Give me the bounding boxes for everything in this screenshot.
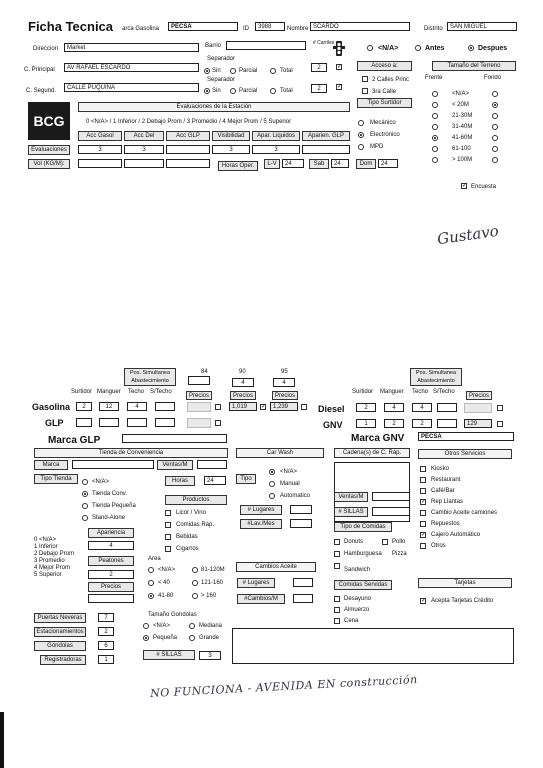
pizza-label: Pizza <box>392 551 407 557</box>
scale-item: 3 Promedio <box>34 558 65 564</box>
octane-84-label: 84 <box>201 369 208 375</box>
sep1-sin-label: Sin <box>212 68 221 74</box>
tipo-conv-label: Tienda Conv. <box>92 491 128 497</box>
scale-item: 1 Inferior <box>34 544 58 550</box>
gas-techo-field[interactable]: 4 <box>127 402 147 411</box>
surtidor-electronico-radio[interactable] <box>358 132 364 138</box>
dos-calles-check[interactable] <box>362 76 368 82</box>
cadena-sillas-field[interactable] <box>372 507 410 516</box>
cambios-lugares-field[interactable] <box>293 578 313 587</box>
producto-check[interactable] <box>165 522 171 528</box>
apar-liquidos-button[interactable]: Apar. Liquidos <box>252 131 300 141</box>
tam-grande-radio[interactable] <box>189 635 195 641</box>
distrito-field[interactable]: SAN MIGUEL <box>447 22 517 31</box>
cprincipal-field[interactable]: AV RAFAEL ESCARDO <box>64 63 199 72</box>
terreno-button[interactable]: Tamaño del Terreno <box>432 61 516 71</box>
carwash-manual-label: Manual <box>280 481 300 487</box>
donuts-check[interactable] <box>334 539 340 545</box>
area-gt160-label: > 160 <box>201 593 217 599</box>
producto-label: Licor / Vino <box>176 510 206 516</box>
productos-button[interactable]: Productos <box>165 495 227 505</box>
producto-label: Comidas Ráp. <box>176 522 215 528</box>
eval-visibilidad[interactable]: 3 <box>212 145 250 154</box>
tienda-header: Tienda de Conveniencia <box>34 448 228 458</box>
area-81-120-radio[interactable] <box>192 567 198 573</box>
cambios-mes-field[interactable] <box>293 594 313 603</box>
sandwich-label: Sandwich <box>344 567 371 573</box>
scale-item: 0 <N/A> <box>34 537 57 543</box>
diesel-stecho-header: S/Techo <box>433 389 455 395</box>
otros-check[interactable] <box>420 477 426 483</box>
carriles-2-check[interactable]: ✓ <box>337 84 343 90</box>
area-na-label: <N/A> <box>158 567 176 573</box>
horas-field[interactable]: 24 <box>204 476 226 485</box>
area-label: Area <box>148 556 161 562</box>
tercera-calle-check[interactable] <box>362 88 368 94</box>
sandwich-check[interactable] <box>334 563 340 569</box>
timing-antes-label: Antes <box>425 45 445 52</box>
scale-item: 4 Mejor Prom <box>34 565 71 571</box>
desayuno-check[interactable] <box>334 596 340 602</box>
glp-techo-field[interactable] <box>127 418 147 427</box>
area-41-80-radio[interactable] <box>148 593 154 599</box>
precios-diesel-button[interactable]: Precios <box>466 391 492 400</box>
fondo-radio[interactable] <box>492 135 498 141</box>
gondolas-button[interactable]: Gondolas <box>34 641 86 651</box>
gnv-surtidor-field[interactable]: 1 <box>356 419 376 428</box>
cambios-header: Cambios Aceite <box>236 562 316 572</box>
precios-gas-button-90[interactable]: Precios <box>230 391 256 400</box>
frente-radio[interactable] <box>432 91 438 97</box>
id-field[interactable]: 3988 <box>255 22 285 31</box>
direccion-label: Direccion <box>33 46 59 52</box>
diesel-stecho-field[interactable] <box>437 403 457 412</box>
otros-label: Cajero Automático <box>431 532 481 538</box>
terreno-size-label: 21-30M <box>452 113 473 119</box>
sep2-parcial-label: Parcial <box>239 88 258 94</box>
otros-label: Repuestos <box>431 521 460 527</box>
horas-oper-button[interactable]: Horas Oper. <box>218 161 258 171</box>
price-84-check[interactable] <box>215 404 221 410</box>
tam-grande-label: Grande <box>199 635 220 641</box>
tipo-standalone-radio[interactable] <box>82 515 88 521</box>
area-81-120-label: 81-120M <box>201 567 225 573</box>
sab-field[interactable]: 24 <box>331 159 349 168</box>
surtidor-mpd-radio[interactable] <box>358 144 364 150</box>
area-lt40-label: < 40 <box>158 580 170 586</box>
nombre-label: Nombre <box>287 26 309 32</box>
octane-84-box[interactable] <box>188 376 210 385</box>
diesel-price-check[interactable] <box>497 405 503 411</box>
area-121-160-radio[interactable] <box>192 580 198 586</box>
fondo-label: Fondo <box>484 75 502 81</box>
tipo-pequena-radio[interactable] <box>82 503 88 509</box>
desayuno-label: Desayuno <box>344 596 372 602</box>
puertas-button[interactable]: Puertas Neveras <box>34 613 86 623</box>
price-95-check[interactable] <box>301 404 307 410</box>
sep1-parcial-label: Parcial <box>239 68 258 74</box>
tipo-comidas-button[interactable]: Tipo de Comidas <box>334 522 392 532</box>
area-na-radio[interactable] <box>148 567 154 573</box>
carwash-header: Car Wash <box>236 448 324 458</box>
acc-glp-button[interactable]: Acc GLP <box>166 131 210 141</box>
carriles-1-check[interactable]: ✓ <box>337 64 343 70</box>
producto-label: Cigarros <box>176 546 199 552</box>
otros-label: Restaurant <box>431 477 461 483</box>
otros-label: Kiosko <box>431 466 450 472</box>
carwash-tipo-button[interactable]: Tipo <box>236 474 256 484</box>
octane-95-label: 95 <box>281 369 288 375</box>
gas-manguer-header: Manguer <box>97 389 121 395</box>
pos-simultanea-diesel-button[interactable]: Pos. Simultanea Abastecimiento <box>410 368 462 386</box>
horas-button[interactable]: Horas <box>165 476 195 486</box>
octane-90-label: 90 <box>239 369 246 375</box>
area-lt40-radio[interactable] <box>148 580 154 586</box>
timing-antes-radio[interactable] <box>415 45 421 51</box>
area-gt160-radio[interactable] <box>192 593 198 599</box>
glp-label: GLP <box>45 418 64 428</box>
otros-check[interactable] <box>420 521 426 527</box>
marca-gasolina-field[interactable]: PECSA <box>168 22 238 31</box>
peatones-button[interactable]: Peatones <box>88 556 134 566</box>
price-90-field[interactable]: 1,019 <box>229 402 257 411</box>
acceso-button[interactable]: Acceso a: <box>357 61 412 71</box>
diesel-techo-field[interactable]: 4 <box>412 403 432 412</box>
surtidor-mecanico-label: Mecánico <box>370 120 396 126</box>
diesel-price-field[interactable] <box>464 403 492 413</box>
otros-check[interactable] <box>420 488 426 494</box>
tarjetas-header: Tarjetas <box>418 578 512 588</box>
terreno-size-label: <N/A> <box>452 91 470 97</box>
pollo-label: Pollo <box>392 539 406 545</box>
scale-item: 5 Superior <box>34 572 62 578</box>
cadena-ventas-field[interactable] <box>372 492 410 501</box>
producto-check[interactable] <box>165 534 171 540</box>
tam-mediana-label: Mediana <box>199 623 223 629</box>
tienda-marca-field[interactable] <box>72 460 154 469</box>
surtidor-mecanico-radio[interactable] <box>358 120 364 126</box>
timing-despues-radio[interactable] <box>468 45 474 51</box>
carwash-na-radio[interactable] <box>269 469 275 475</box>
precios-tienda-field[interactable] <box>88 594 134 603</box>
separador-label-2: Separador <box>207 77 236 83</box>
sep1-total-radio[interactable] <box>270 68 276 74</box>
bcg-logo: BCG <box>28 102 70 140</box>
timing-na-radio[interactable] <box>367 45 373 51</box>
carriles-label: # Carriles <box>313 40 335 46</box>
surtidor-mpd-label: MPD <box>370 144 384 150</box>
terreno-size-label: > 100M <box>452 157 473 163</box>
glp-manguer-field[interactable] <box>99 418 119 427</box>
price-84-field[interactable] <box>187 402 211 412</box>
price-95-field[interactable]: 1,239 <box>270 402 298 411</box>
lv-button[interactable]: L-V <box>264 159 280 169</box>
distrito-label: Distrito <box>424 26 443 32</box>
handwritten-name: Gustavo <box>436 221 500 249</box>
carwash-lugares-field[interactable] <box>290 505 312 514</box>
frente-radio[interactable] <box>432 157 438 163</box>
tipo-conv-radio[interactable] <box>82 491 88 497</box>
vol-field-3[interactable] <box>166 159 210 168</box>
sep2-parcial-radio[interactable] <box>230 88 236 94</box>
diesel-techo-header: Techo <box>412 389 429 395</box>
cadena-header: Cadena(s) de C. Ráp. <box>334 448 410 458</box>
tam-na-label: <N/A> <box>153 623 171 629</box>
sep1-sin-radio[interactable] <box>204 68 210 74</box>
gasolina-label: Gasolina <box>32 402 71 412</box>
otros-check[interactable] <box>420 466 426 472</box>
marca-gnv-field[interactable]: PECSA <box>418 432 514 441</box>
sab-button[interactable]: Sab <box>309 159 329 169</box>
page-title: Ficha Tecnica <box>28 19 114 34</box>
carwash-lav-field[interactable] <box>290 519 312 528</box>
peatones-field[interactable]: 2 <box>88 570 134 579</box>
tipo-surtidor-button[interactable]: Tipo Surtidor <box>357 98 412 108</box>
carwash-auto-label: Automatico <box>280 493 311 499</box>
id-label: ID <box>243 26 249 32</box>
handwritten-note: NO FUNCIONA - AVENIDA EN construcción <box>149 673 418 700</box>
tercera-calle-label: 3ra Calle <box>372 89 397 95</box>
hamburguesa-label: Hamburguesa <box>344 551 382 557</box>
carwash-auto-radio[interactable] <box>269 493 275 499</box>
tipo-pequena-label: Tienda Pequeña <box>92 503 136 509</box>
csegund-field[interactable]: CALLE PUQUINA <box>64 83 199 92</box>
scale-item: 2 Debajo Prom <box>34 551 75 557</box>
carwash-manual-radio[interactable] <box>269 481 275 487</box>
barrio-label: Barrio <box>205 43 222 49</box>
glp-price-field[interactable] <box>187 418 211 428</box>
terreno-size-label: 41-60M <box>452 135 473 141</box>
frente-radio[interactable] <box>432 135 438 141</box>
acc-del-button[interactable]: Acc Del <box>124 131 164 141</box>
apariencia-field[interactable]: 4 <box>88 541 134 550</box>
price-90-check[interactable]: ✓ <box>261 404 267 410</box>
regis-field[interactable]: 1 <box>98 655 114 664</box>
otros-header: Otros Servicios <box>418 449 512 459</box>
sep1-parcial-radio[interactable] <box>230 68 236 74</box>
precios-tienda-button[interactable]: Precios <box>88 582 134 592</box>
frente-radio[interactable] <box>432 113 438 119</box>
diesel-manguer-field[interactable]: 4 <box>384 403 404 412</box>
acepta-tarjetas-label: Acepta Tarjetas Crédito <box>431 598 494 604</box>
terreno-size-label: < 20M <box>452 102 469 108</box>
timing-na-label: <N/A> <box>378 45 399 52</box>
gnv-manguer-field[interactable]: 2 <box>384 419 404 428</box>
gnv-price-check[interactable] <box>497 421 503 427</box>
area-121-160-label: 121-160 <box>201 580 224 586</box>
acepta-tarjetas-check[interactable]: ✓ <box>421 598 427 604</box>
tam-mediana-radio[interactable] <box>189 623 195 629</box>
glp-price-check[interactable] <box>215 420 221 426</box>
puertas-field[interactable]: 7 <box>98 613 114 622</box>
tienda-ventas-button[interactable]: Ventas/M <box>157 460 193 470</box>
cambios-lugares-button[interactable]: # Lugares <box>237 578 275 588</box>
hamburguesa-check[interactable] <box>334 551 340 557</box>
frente-radio[interactable] <box>432 102 438 108</box>
fondo-radio[interactable] <box>492 102 498 108</box>
dos-calles-label: 2 Calles Princ <box>372 77 410 83</box>
otros-check[interactable]: ✓ <box>421 532 427 538</box>
aparien-glp-button[interactable]: Aparien. GLP <box>302 131 350 141</box>
vol-field-2[interactable] <box>124 159 164 168</box>
sep1-total-label: Total <box>280 68 293 74</box>
comidas-servidas-button[interactable]: Comidas Servidas <box>334 580 392 590</box>
tipo-na-radio[interactable] <box>82 479 88 485</box>
cadena-sillas-button[interactable]: # SILLAS <box>334 507 368 517</box>
octane-95-box[interactable]: 4 <box>273 378 295 387</box>
apariencia-button[interactable]: Apariencia <box>88 528 134 538</box>
otros-label: Cambio Aceite camiones <box>431 510 498 516</box>
otros-check[interactable] <box>420 510 426 516</box>
fondo-radio[interactable] <box>492 157 498 163</box>
frente-label: Frente <box>425 75 443 81</box>
tam-pequena-label: Pequeña <box>153 635 178 641</box>
sep2-total-radio[interactable] <box>270 88 276 94</box>
otros-label: Otros <box>431 543 446 549</box>
producto-label: Bebidas <box>176 534 198 540</box>
almuerzo-label: Almuerzo <box>344 607 370 613</box>
gnv-price-field[interactable]: 129 <box>464 419 492 428</box>
fondo-radio[interactable] <box>492 91 498 97</box>
gnv-stecho-field[interactable] <box>437 419 457 428</box>
fondo-radio[interactable] <box>492 124 498 130</box>
evaluaciones-header: Evaluaciones de la Estación <box>78 102 350 112</box>
frente-radio[interactable] <box>432 146 438 152</box>
area-41-80-label: 41-80 <box>158 593 174 599</box>
separador-label-1: Separador <box>207 56 236 62</box>
tam-na-radio[interactable] <box>143 623 149 629</box>
tienda-ventas-field[interactable] <box>197 460 227 469</box>
otros-label: Rep Llantas <box>431 499 464 505</box>
tipo-tienda-button[interactable]: Tipo Tienda <box>34 474 78 484</box>
cena-check[interactable] <box>334 618 340 624</box>
donuts-label: Donuts <box>344 539 364 545</box>
gas-surtidor-field[interactable]: 2 <box>76 402 92 411</box>
otros-check[interactable]: ✓ <box>421 499 427 505</box>
estac-field[interactable]: 2 <box>98 627 114 636</box>
otros-check[interactable] <box>420 543 426 549</box>
cadena-ventas-button[interactable]: Ventas/M <box>334 492 368 502</box>
direccion-field[interactable]: Market <box>64 43 199 52</box>
gas-manguer-field[interactable]: 12 <box>99 402 119 411</box>
pos-simultanea-gas-button[interactable]: Pos. Simultanea Abastecimiento <box>124 368 176 386</box>
scan-edge <box>0 712 4 768</box>
notes-field[interactable] <box>232 628 514 664</box>
gondolas-field[interactable]: 6 <box>98 641 114 650</box>
diesel-manguer-header: Manguer <box>380 389 404 395</box>
marca-glp-label: Marca GLP <box>48 435 101 446</box>
gas-stecho-header: S/Techo <box>150 389 172 395</box>
diesel-label: Diesel <box>318 404 345 414</box>
timing-despues-label: Despues <box>478 45 508 52</box>
otros-label: Café/Bar <box>431 488 455 494</box>
regis-button[interactable]: Registradoras <box>40 655 86 665</box>
lv-field[interactable]: 24 <box>282 159 304 168</box>
producto-check[interactable] <box>165 510 171 516</box>
encuesta-check[interactable]: ✓ <box>462 183 468 189</box>
precios-gas-button-84[interactable]: Precios <box>186 391 212 400</box>
pollo-check[interactable] <box>382 539 388 545</box>
glp-surtidor-field[interactable] <box>76 418 92 427</box>
marca-gasolina-label: arca Gasolina <box>122 26 160 32</box>
precios-gas-button-95[interactable]: Precios <box>272 391 298 400</box>
eval-acc-glp[interactable] <box>166 145 210 154</box>
tam-gondolas-label: Tamaño Gondolas <box>148 612 197 618</box>
diesel-surtidor-field[interactable]: 2 <box>356 403 376 412</box>
gnv-techo-field[interactable]: 2 <box>412 419 432 428</box>
fondo-radio[interactable] <box>492 146 498 152</box>
visibilidad-button[interactable]: Visibilidad <box>212 131 250 141</box>
cambios-mes-button[interactable]: #Cambios/M <box>237 594 285 604</box>
gas-stecho-field[interactable] <box>155 402 175 411</box>
marca-glp-field[interactable] <box>122 434 227 443</box>
terreno-size-label: 31-40M <box>452 124 473 130</box>
cena-label: Cena <box>344 618 359 624</box>
estac-button[interactable]: Estacionamientos <box>34 627 86 637</box>
eval-acc-gasol[interactable]: 3 <box>78 145 122 154</box>
gnv-label: GNV <box>323 420 343 430</box>
sep2-total-label: Total <box>280 88 293 94</box>
barrio-field[interactable] <box>226 41 306 50</box>
almuerzo-check[interactable] <box>334 607 340 613</box>
surtidor-electronico-label: Electrónico <box>370 132 400 138</box>
sep2-sin-radio[interactable] <box>204 88 210 94</box>
glp-stecho-field[interactable] <box>155 418 175 427</box>
sep2-sin-label: Sin <box>212 88 221 94</box>
diesel-surtidor-header: Surtidor <box>352 389 374 395</box>
tipo-standalone-label: Stand-Alone <box>92 515 126 521</box>
producto-check[interactable] <box>165 546 171 552</box>
carriles-2-field[interactable]: 2 <box>311 84 327 93</box>
csegund-label: C. Segund. <box>26 88 57 94</box>
tipo-na-label: <N/A> <box>92 479 110 485</box>
carwash-na-label: <N/A> <box>280 469 298 475</box>
tam-pequena-radio[interactable] <box>143 635 149 641</box>
eval-scale: 0 <N/A> / 1 Inferior / 2 Debajo Prom / 3 Promedio / 4 Mejor Prom / 5 Superior <box>86 119 292 125</box>
vol-field-1[interactable] <box>78 159 122 168</box>
tienda-marca-button[interactable]: Marca <box>34 460 68 470</box>
sillas-tienda-field[interactable]: 3 <box>199 651 221 660</box>
octane-90-box[interactable]: 4 <box>232 378 254 387</box>
carwash-lugares-button[interactable]: # Lugares <box>240 505 282 515</box>
nombre-field[interactable]: SCARDO <box>310 22 410 31</box>
eval-aparien-glp[interactable] <box>302 145 350 154</box>
vol-button[interactable]: Vol (KG/M): <box>28 159 70 169</box>
frente-radio[interactable] <box>432 124 438 130</box>
sillas-tienda-button[interactable]: # SILLAS <box>143 650 195 660</box>
eval-acc-del[interactable]: 3 <box>124 145 164 154</box>
dom-button[interactable]: Dom <box>356 159 376 169</box>
traffic-light-icon <box>333 40 345 58</box>
gas-surtidor-header: Surtidor <box>71 389 93 395</box>
terreno-size-label: 61-100 <box>452 146 471 152</box>
acc-gasol-button[interactable]: Acc Gasol <box>78 131 122 141</box>
cprincipal-label: C. Principal <box>24 67 55 73</box>
marca-gnv-label: Marca GNV <box>351 433 405 444</box>
evaluaciones-button[interactable]: Evaluaciones <box>28 145 70 155</box>
dom-field[interactable]: 24 <box>378 159 398 168</box>
gas-techo-header: Techo <box>128 389 145 395</box>
encuesta-label: Encuesta <box>471 184 497 190</box>
fondo-radio[interactable] <box>492 113 498 119</box>
carriles-1-field[interactable]: 2 <box>311 63 327 72</box>
eval-apar-liquidos[interactable]: 3 <box>252 145 300 154</box>
carwash-lav-button[interactable]: #Lav./Mes <box>240 519 282 529</box>
